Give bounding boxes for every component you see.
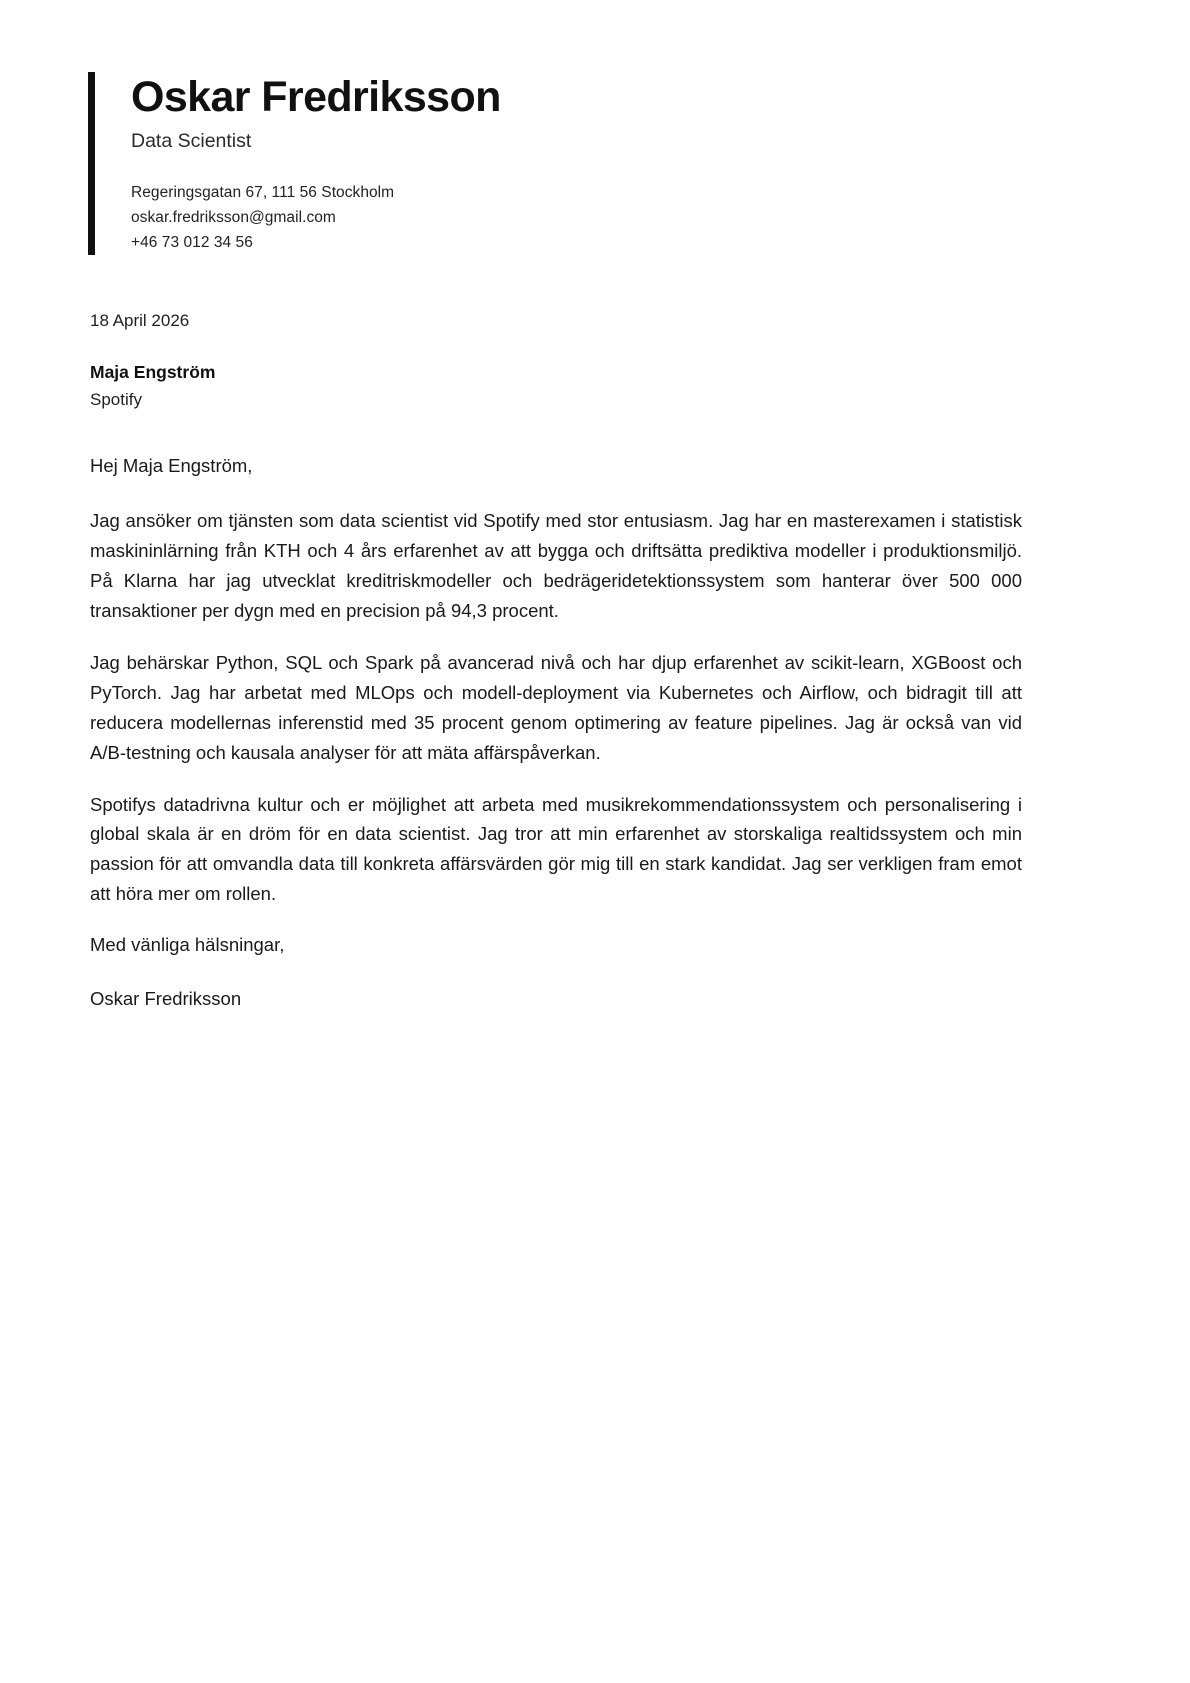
- applicant-name: Oskar Fredriksson: [131, 73, 501, 121]
- letter-body: [90, 452, 1022, 1013]
- recipient-company: Spotify: [90, 390, 142, 410]
- recipient-name: Maja Engström: [90, 361, 216, 382]
- contact-address: Regeringsgatan 67, 111 56 Stockholm: [131, 183, 395, 201]
- letter-date: 18 April 2026: [90, 311, 190, 330]
- letter-header: [88, 72, 1098, 255]
- letter-paragraph: Spotifys datadrivna kultur och er möjlighet att arbeta med musikrekommendationssystem och personalisering i global skala är en dröm för en data scientist. Jag tror att min erfarenhet av storskaliga realtidssystem och min passion för att omvandla data till konkreta affärsvärden gör mig till en stark kandidat. Jag ser verkligen fram emot att höra mer om rollen.: [90, 793, 1022, 905]
- header-content: [131, 72, 1098, 255]
- applicant-role: Data Scientist: [131, 130, 252, 153]
- letter-meta: [90, 310, 1050, 413]
- letter-paragraph: Jag ansöker om tjänsten som data scientist vid Spotify med stor entusiasm. Jag har en masterexamen i statistisk maskininlärning från KTH och 4 års erfarenhet av att bygga och driftsätta prediktiva modeller i produktionsmiljö. På Klarna har jag utvecklat kreditriskmodeller och bedrägeridetektionssystem som hanterar över 500 000 transaktioner per dygn med en precision på 94,3 procent.: [90, 509, 1022, 621]
- contact-phone[interactable]: +46 73 012 34 56: [131, 234, 253, 252]
- letter-signature: Oskar Fredriksson: [90, 988, 242, 1010]
- header-accent-bar: [88, 72, 95, 255]
- letter-closing: Med vänliga hälsningar,: [90, 934, 285, 956]
- contact-email[interactable]: oskar.fredriksson@gmail.com: [131, 208, 336, 226]
- letter-greeting: Hej Maja Engström,: [90, 455, 253, 476]
- letter-paragraph: Jag behärskar Python, SQL och Spark på avancerad nivå och har djup erfarenhet av scikit-learn, XGBoost och PyTorch. Jag har arbetat med MLOps och modell-deployment via Kubernetes och Airflow, och bidragit till att reducera modellernas inferenstid med 35 procent genom optimering av feature pipelines. Jag är också van vid A/B-testning och kausala analyser för att mäta affärspåverkan.: [90, 651, 1022, 763]
